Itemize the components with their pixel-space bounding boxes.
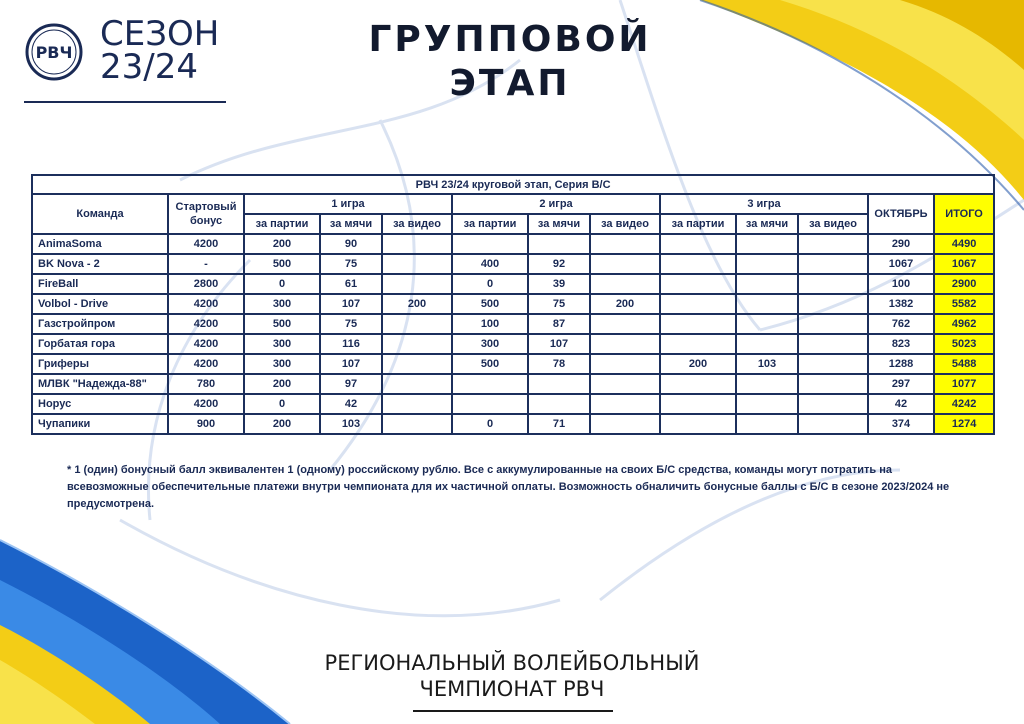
cell-team: AnimaSoma [32,234,168,254]
cell-g2v [590,414,660,434]
cell-g2b: 39 [528,274,590,294]
standings-table [31,174,995,435]
cell-g2b: 107 [528,334,590,354]
season-line2: 23/24 [100,47,198,87]
logo-text: РВЧ [35,43,73,62]
table-row [32,374,994,394]
g3-balls-header: за мячи [736,214,798,234]
g3-sets-header: за партии [660,214,736,234]
footer-line1: РЕГИОНАЛЬНЫЙ ВОЛЕЙБОЛЬНЫЙ [324,651,700,675]
cell-g3v [798,274,868,294]
standings-table-wrap [31,174,993,435]
col-bonus-header: Стартовый бонус [168,194,244,234]
game3-header: 3 игра [660,194,868,214]
cell-g1s: 300 [244,334,320,354]
cell-g3v [798,254,868,274]
g3-video-header: за видео [798,214,868,234]
cell-g3v [798,354,868,374]
cell-g1v [382,334,452,354]
cell-g2v [590,394,660,414]
cell-g2b [528,374,590,394]
cell-g2v [590,354,660,374]
table-row [32,334,994,354]
cell-g1v [382,274,452,294]
cell-g1b: 107 [320,354,382,374]
footnote: * 1 (один) бонусный балл эквивалентен 1 (одному) российскому рублю. Все с аккумулированные на своих Б/С средства, команды могут потратить на всевозможные обеспечительные платежи внутри чемпионата для их частичной оплаты. Возможность обналичить бонусные баллы с Б/С в сезоне 2023/2024 не предусмотрена. [67,464,950,510]
cell-g1s: 500 [244,314,320,334]
cell-g3v [798,374,868,394]
cell-g2s [452,234,528,254]
cell-oct: 1288 [868,354,934,374]
cell-bonus: 4200 [168,294,244,314]
cell-g1b: 107 [320,294,382,314]
cell-g1v [382,234,452,254]
season-line1: СЕЗОН [100,14,220,54]
cell-g2v [590,334,660,354]
cell-g1s: 500 [244,254,320,274]
col-total-header: ИТОГО [934,194,994,234]
cell-g3b [736,234,798,254]
season-underline [24,101,226,103]
cell-oct: 42 [868,394,934,414]
cell-total: 1274 [934,414,994,434]
cell-g2b: 75 [528,294,590,314]
g1-video-header: за видео [382,214,452,234]
cell-g3b [736,414,798,434]
cell-oct: 297 [868,374,934,394]
stage-title [340,18,680,106]
cell-g3s [660,414,736,434]
cell-g2s: 500 [452,354,528,374]
cell-g3b [736,394,798,414]
table-row [32,414,994,434]
g1-sets-header: за партии [244,214,320,234]
table-row [32,234,994,254]
cell-team: МЛВК "Надежда-88" [32,374,168,394]
cell-total: 1077 [934,374,994,394]
stage-line2: ЭТАП [449,63,571,104]
cell-g3v [798,294,868,314]
cell-total: 4962 [934,314,994,334]
g1-balls-header: за мячи [320,214,382,234]
table-row [32,354,994,374]
cell-bonus: 780 [168,374,244,394]
cell-g2b: 92 [528,254,590,274]
cell-bonus: 4200 [168,334,244,354]
table-row [32,274,994,294]
cell-g1v [382,314,452,334]
cell-oct: 290 [868,234,934,254]
cell-g3b [736,334,798,354]
footer-line2: ЧЕМПИОНАТ РВЧ [419,677,605,701]
cell-g3s [660,334,736,354]
cell-total: 1067 [934,254,994,274]
g2-sets-header: за партии [452,214,528,234]
cell-g2v [590,274,660,294]
cell-bonus: 4200 [168,394,244,414]
cell-team: Чупапики [32,414,168,434]
rvch-logo [24,22,84,82]
cell-g2v [590,234,660,254]
cell-g3s: 200 [660,354,736,374]
cell-total: 2900 [934,274,994,294]
cell-g2b [528,394,590,414]
cell-total: 4490 [934,234,994,254]
cell-g1v [382,374,452,394]
cell-team: FireBall [32,274,168,294]
table-row [32,314,994,334]
cell-g1b: 75 [320,254,382,274]
cell-team: Норус [32,394,168,414]
table-row [32,254,994,274]
cell-g1v [382,394,452,414]
cell-g2s: 0 [452,414,528,434]
cell-g1s: 200 [244,374,320,394]
cell-team: Газстройпром [32,314,168,334]
cell-team: Гриферы [32,354,168,374]
cell-g1b: 90 [320,234,382,254]
stage-line1: ГРУППОВОЙ [368,19,652,60]
season-label [100,14,220,87]
cell-bonus: 4200 [168,234,244,254]
cell-g3v [798,234,868,254]
cell-g3b [736,274,798,294]
footer-underline [413,710,613,712]
cell-g2s: 300 [452,334,528,354]
cell-g3s [660,374,736,394]
cell-bonus: 900 [168,414,244,434]
g2-balls-header: за мячи [528,214,590,234]
cell-g2v [590,374,660,394]
cell-g1s: 300 [244,294,320,314]
cell-g2b: 78 [528,354,590,374]
cell-g1b: 42 [320,394,382,414]
cell-g3s [660,234,736,254]
cell-team: Горбатая гора [32,334,168,354]
cell-g3b [736,374,798,394]
cell-g3b [736,254,798,274]
cell-g3b [736,314,798,334]
cell-g2b: 71 [528,414,590,434]
cell-g3s [660,394,736,414]
cell-bonus: - [168,254,244,274]
cell-g1s: 0 [244,394,320,414]
cell-team: Volbol - Drive [32,294,168,314]
cell-g3s [660,314,736,334]
cell-total: 5582 [934,294,994,314]
cell-g1v: 200 [382,294,452,314]
cell-g2s: 0 [452,274,528,294]
cell-g1s: 200 [244,414,320,434]
cell-g2b: 87 [528,314,590,334]
cell-oct: 762 [868,314,934,334]
cell-total: 5023 [934,334,994,354]
cell-total: 4242 [934,394,994,414]
table-row [32,294,994,314]
footer-title [300,650,724,702]
cell-g2s [452,374,528,394]
cell-g3v [798,414,868,434]
cell-g2v [590,314,660,334]
cell-g2s: 500 [452,294,528,314]
cell-g1v [382,414,452,434]
table-title: РВЧ 23/24 круговой этап, Серия В/С [32,175,994,194]
cell-oct: 1382 [868,294,934,314]
cell-g2s [452,394,528,414]
cell-g3s [660,254,736,274]
cell-g3b: 103 [736,354,798,374]
cell-oct: 374 [868,414,934,434]
cell-g2v [590,254,660,274]
cell-bonus: 4200 [168,314,244,334]
cell-bonus: 2800 [168,274,244,294]
cell-total: 5488 [934,354,994,374]
cell-g3s [660,274,736,294]
cell-g1b: 103 [320,414,382,434]
cell-g1s: 0 [244,274,320,294]
cell-g2b [528,234,590,254]
game1-header: 1 игра [244,194,452,214]
cell-g1v [382,354,452,374]
cell-g3b [736,294,798,314]
cell-g3v [798,334,868,354]
cell-oct: 823 [868,334,934,354]
cell-g3s [660,294,736,314]
cell-g1b: 75 [320,314,382,334]
cell-g1s: 200 [244,234,320,254]
cell-g1s: 300 [244,354,320,374]
cell-g2s: 400 [452,254,528,274]
cell-g2s: 100 [452,314,528,334]
cell-g1b: 61 [320,274,382,294]
g2-video-header: за видео [590,214,660,234]
cell-g1b: 97 [320,374,382,394]
cell-oct: 1067 [868,254,934,274]
table-body [32,234,994,434]
cell-g3v [798,314,868,334]
cell-g3v [798,394,868,414]
col-team-header: Команда [32,194,168,234]
game2-header: 2 игра [452,194,660,214]
table-row [32,394,994,414]
cell-g2v: 200 [590,294,660,314]
col-october-header: ОКТЯБРЬ [868,194,934,234]
cell-bonus: 4200 [168,354,244,374]
cell-oct: 100 [868,274,934,294]
cell-team: BK Nova - 2 [32,254,168,274]
cell-g1b: 116 [320,334,382,354]
cell-g1v [382,254,452,274]
